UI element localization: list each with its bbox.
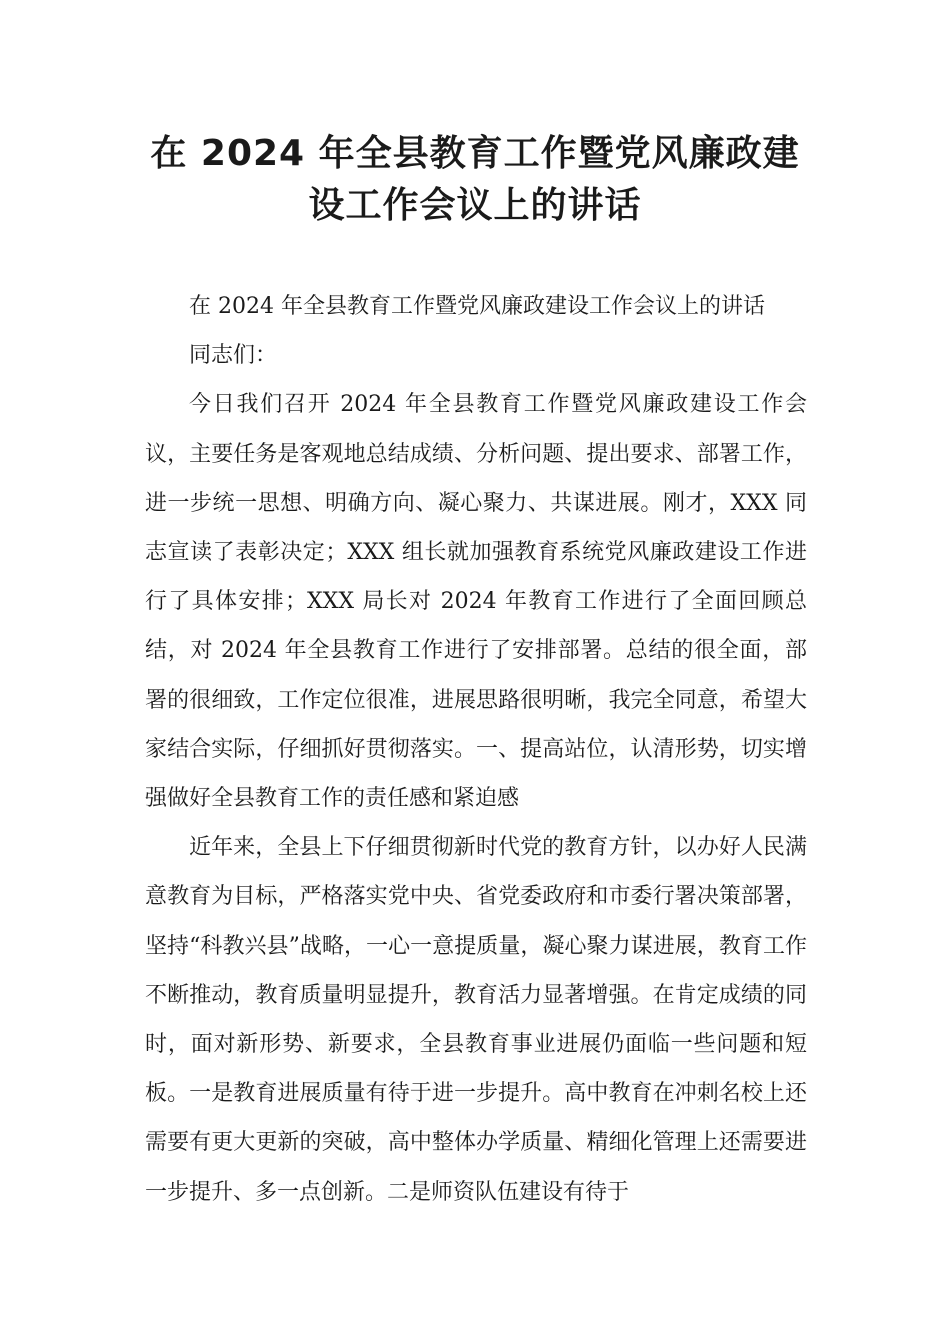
salutation: 同志们： — [189, 343, 278, 369]
title-line-1: 在 2024 年全县教育工作暨党风廉政建 — [150, 133, 800, 174]
document-title — [60, 128, 890, 232]
title-line-2: 设工作会议上的讲话 — [308, 185, 642, 226]
paragraph-1: 今日我们召开 2024 年全县教育工作暨党风廉政建设工作会议，主要任务是客观地总结成绩、分析问题、提出要求、部署工作，进一步统一思想、明确方向、凝心聚力、共谋进展。刚才，XXX 同志宣读了表彰决定；XXX 组长就加强教育系统党风廉政建设工作进行了具体安排；XXX 局长对 2024 年教育工作进行了全面回顾总结，对 2024 年全县教育工作进行了安排部署。总结的很全面，部署的很细致，工作定位很准，进展思路很明晰，我完全同意，希望大家结合实际，仔细抓好贯彻落实。一、提高站位，认清形势，切实增强做好全县教育工作的责任感和紧迫感 — [145, 392, 807, 812]
subtitle-line: 在 2024 年全县教育工作暨党风廉政建设工作会议上的讲话 — [189, 294, 765, 319]
paragraph-2: 近年来，全县上下仔细贯彻新时代党的教育方针，以办好人民满意教育为目标，严格落实党中央、省党委政府和市委行署决策部署，坚持“科教兴县”战略，一心一意提质量，凝心聚力谋进展，教育工作不断推动，教育质量明显提升，教育活力显著增强。在肯定成绩的同时，面对新形势、新要求，全县教育事业进展仍面临一些问题和短板。一是教育进展质量有待于进一步提升。高中教育在冲刺名校上还需要有更大更新的突破，高中整体办学质量、精细化管理上还需要进一步提升、多一点创新。二是师资队伍建设有待于 — [145, 835, 807, 1205]
document-body — [145, 282, 807, 1217]
